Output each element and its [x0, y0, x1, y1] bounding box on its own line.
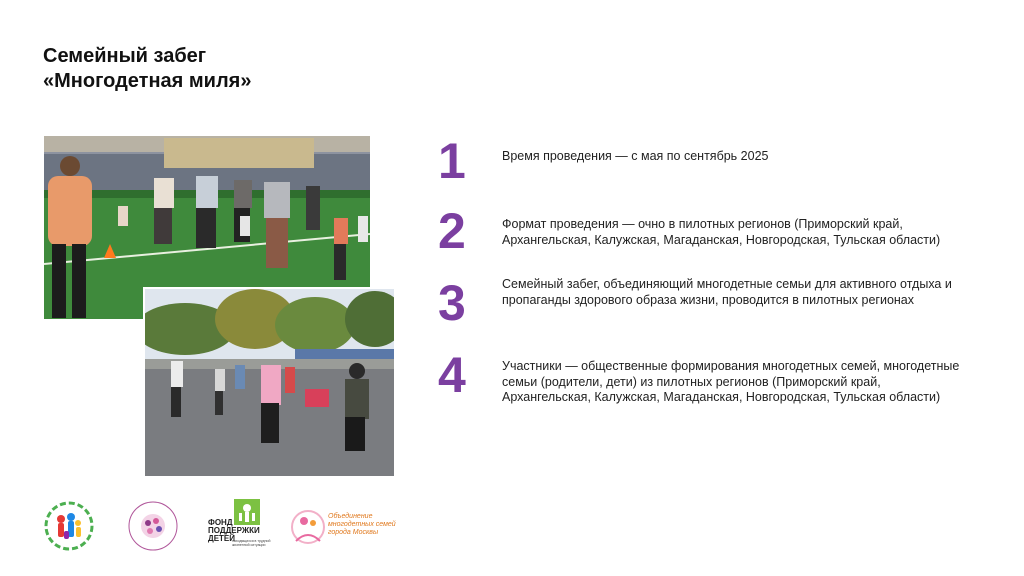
photo-outdoor-run — [143, 287, 396, 478]
obedinenie-mnogodetnyh-semey-logo-icon — [290, 507, 410, 551]
item-text: Время проведения — с мая по сентябрь 2025 — [502, 149, 769, 163]
fond-line-2: ПОДДЕРЖКИ — [208, 526, 260, 535]
item-number: 4 — [438, 347, 466, 403]
family-wreath-logo-icon — [44, 501, 94, 556]
item-number: 3 — [438, 275, 466, 331]
obedinenie-line-1: Объединение — [328, 513, 373, 520]
mnogodetnaya-rossiya-logo-icon — [126, 499, 180, 558]
fond-line-1: ФОНД — [208, 518, 233, 527]
fond-line-3: ДЕТЕЙ — [208, 534, 236, 543]
obedinenie-line-3: города Москвы — [328, 529, 379, 536]
item-text: Семейный забег, объединяющий многодетные семьи для активного отдыха и пропаганды здорового образа жизни, проводится в пилотных регионах — [502, 277, 952, 307]
title-line-1: Семейный забег — [43, 45, 207, 67]
item-number: 1 — [438, 133, 466, 189]
title-line-2: «Многодетная миля» — [43, 70, 252, 92]
item-text: Формат проведения — очно в пилотных регионов (Приморский край, Архангельская, Калужская, Магаданская, Новгородская, Тульская области) — [502, 217, 941, 247]
fond-podderzhki-detey-logo-icon — [208, 499, 278, 555]
page-title — [43, 44, 251, 94]
partner-logos — [40, 495, 440, 565]
item-text: Участники — общественные формирования многодетных семей, многодетные семьи (родители, дети) из пилотных регионов (Приморский край, Архангельская, Калужская, Магаданская, Новгородская, Тульская области) — [502, 359, 960, 404]
item-number: 2 — [438, 203, 466, 259]
fond-small-text: находящихся в трудной жизненной ситуации — [232, 539, 271, 547]
obedinenie-line-2: многодетных семей — [328, 521, 396, 528]
